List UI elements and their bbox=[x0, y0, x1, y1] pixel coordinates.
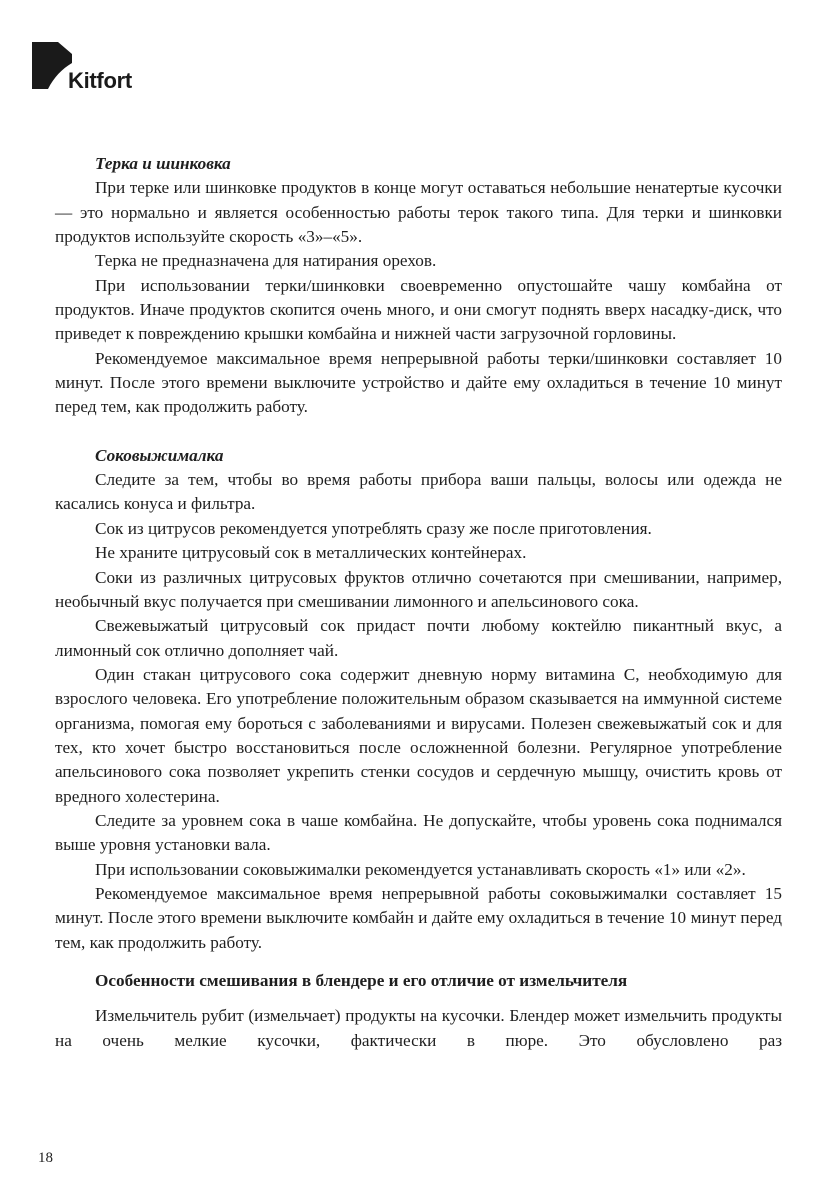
paragraph: Не храните цитрусовый сок в металлических контейнерах. bbox=[95, 543, 527, 563]
section-title-blender: Особенности смешивания в блендере и его отличие от измельчителя bbox=[95, 971, 628, 990]
paragraph: При терке или шинковке продуктов в конце могут оставаться небольшие ненатертые кусочки — это нормально и является особенностью работы терок такого типа. Для терки и шинковки продуктов используйте скорость «3»–«5». bbox=[55, 178, 782, 247]
section-gap bbox=[55, 420, 782, 444]
paragraph: Рекомендуемое максимальное время непрерывной работы терки/шинковки составляет 10 минут. После этого времени выключите устройство и дайте ему охладиться в течение 10 минут перед тем, как продолжить работу. bbox=[55, 348, 782, 417]
brand-name: Kitfort bbox=[68, 68, 132, 93]
paragraph: Измельчитель рубит (измельчает) продукты на кусочки. Блендер может измельчить продукты на очень мелкие кусочки, фактически в пюре. Это обусловлено раз bbox=[55, 1006, 782, 1050]
paragraph: При использовании соковыжималки рекомендуется устанавливать скорость «1» или «2». bbox=[95, 859, 746, 879]
paragraph: Следите за уровнем сока в чаше комбайна. Не допускайте, чтобы уровень сока поднимался выше уровня установки вала. bbox=[55, 810, 782, 855]
paragraph: Терка не предназначена для натирания орехов. bbox=[95, 251, 437, 271]
paragraph: Один стакан цитрусового сока содержит дневную норму витамина С, необходимую для взрослого человека. Его употребление положительным образом сказывается на иммунной системе организма, помогая ему бороться с заболеваниями и вирусами. Полезен свежевыжатый сок и для тех, кто хочет быстро восстановиться после осложненной болезни. Регулярное употребление апельсинового сока позволяет укрепить стенки сосудов и сердечную мышцу, очистить кровь от вредного холестерина. bbox=[55, 664, 782, 806]
paragraph: Свежевыжатый цитрусовый сок придаст почти любому коктейлю пикантный вкус, а лимонный сок отлично дополняет чай. bbox=[55, 616, 782, 660]
paragraph: При использовании терки/шинковки своевременно опустошайте чашу комбайна от продуктов. Иначе продуктов скопится очень много, и они смогут поднять вверх насадку-диск, что приведет к повреждению крышки комбайна и нижней части загрузочной горловины. bbox=[55, 275, 782, 344]
kitfort-logo-icon bbox=[32, 42, 72, 94]
section-gap bbox=[55, 993, 782, 1004]
paragraph: Рекомендуемое максимальное время непрерывной работы соковыжималки составляет 15 минут. После этого времени выключите комбайн и дайте ему охладиться в течение 10 минут перед тем, как продолжить работу. bbox=[55, 883, 782, 952]
paragraph: Сок из цитрусов рекомендуется употреблять сразу же после приготовления. bbox=[95, 518, 652, 538]
section-gap bbox=[55, 955, 782, 969]
page-number: 18 bbox=[38, 1150, 53, 1166]
paragraph: Следите за тем, чтобы во время работы прибора ваши пальцы, волосы или одежда не касались конуса и фильтра. bbox=[55, 470, 782, 514]
paragraph: Соки из различных цитрусовых фруктов отлично сочетаются при смешивании, например, необычный вкус получается при смешивании лимонного и апельсинового сока. bbox=[55, 567, 782, 611]
section-title-grater: Терка и шинковка bbox=[95, 154, 231, 173]
section-title-juicer: Соковыжималка bbox=[95, 445, 224, 465]
document-body bbox=[55, 152, 782, 1053]
